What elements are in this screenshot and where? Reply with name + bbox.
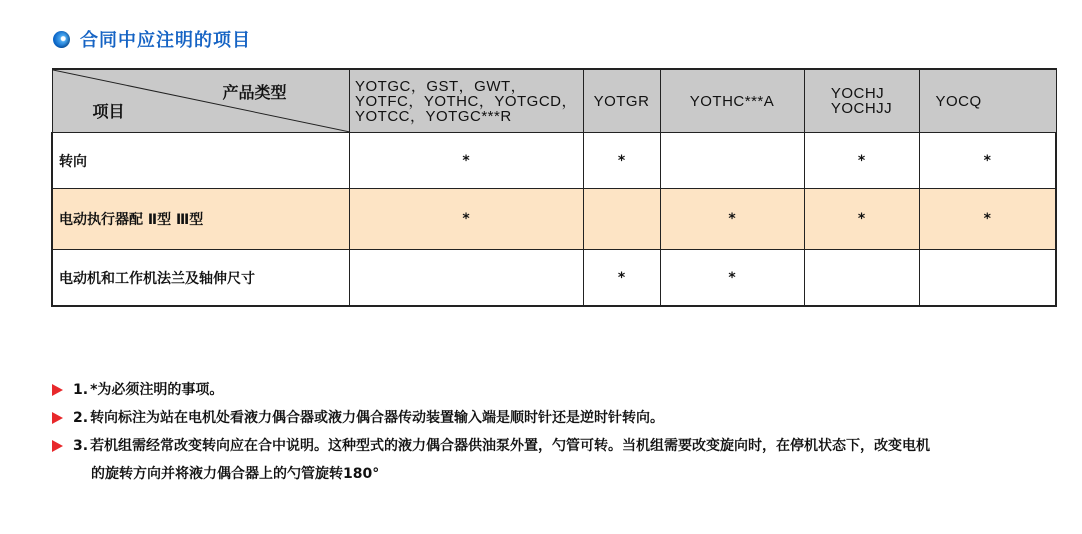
list-item: [51, 376, 1061, 404]
model-header-5: YOCQ: [919, 69, 1056, 133]
mark-cell: *: [660, 250, 804, 307]
model-header-4: [804, 69, 919, 133]
mark-cell: *: [349, 133, 583, 189]
section-title-text: 合同中应注明的项目: [80, 30, 251, 51]
mark-cell: *: [583, 133, 660, 189]
mark-cell: [660, 133, 804, 189]
bullet-circle-icon: [53, 31, 70, 48]
model-header-1: [349, 69, 583, 133]
red-arrow-icon: [52, 412, 63, 424]
model-header-2: YOTGR: [583, 69, 660, 133]
list-item: [51, 404, 1061, 432]
model-1-line-2: YOTFC，YOTHC，YOTGCD，: [355, 92, 577, 110]
header-product-type: 产品类型: [222, 83, 287, 102]
list-item: [51, 432, 1061, 488]
mark-cell: *: [919, 133, 1056, 189]
model-4-line-2: YOCHJJ: [830, 100, 893, 117]
mark-cell: *: [583, 250, 660, 307]
row-label: 转向: [52, 133, 349, 189]
table-row: [52, 189, 1056, 250]
mark-cell: *: [804, 189, 919, 250]
mark-cell: [919, 250, 1056, 307]
table-row: [52, 133, 1056, 189]
note-text-continued: 的旋转方向并将液力偶合器上的勺管旋转180°: [91, 466, 380, 482]
row-label: 电动执行器配 Ⅱ型 Ⅲ型: [52, 189, 349, 250]
header-diagonal-cell: [52, 69, 349, 133]
mark-cell: [583, 189, 660, 250]
header-item: 项目: [92, 102, 125, 121]
note-text: 转向标注为站在电机处看液力偶合器或液力偶合器传动装置输入端是顺时针还是逆时针转向。: [90, 410, 665, 426]
model-1-line-1: YOTGC，GST，GWT，: [355, 77, 527, 95]
row-label: 电动机和工作机法兰及轴伸尺寸: [52, 250, 349, 307]
mark-cell: *: [349, 189, 583, 250]
mark-cell: [804, 250, 919, 307]
model-4-line-1: YOCHJ: [830, 85, 885, 102]
mark-cell: [349, 250, 583, 307]
red-arrow-icon: [52, 440, 63, 452]
contract-items-table: [51, 68, 1057, 307]
model-1-line-3: YOTCC，YOTGC***R: [355, 107, 512, 125]
note-text: 若机组需经常改变转向应在合中说明。这种型式的液力偶合器供油泵外置，勺管可转。当机组需要改变旋向时，在停机状态下，改变电机: [90, 438, 931, 454]
table-header-row: [52, 69, 1056, 133]
model-header-3: YOTHC***A: [660, 69, 804, 133]
note-text: *为必须注明的事项。: [90, 382, 224, 398]
mark-cell: *: [804, 133, 919, 189]
red-arrow-icon: [52, 384, 63, 396]
mark-cell: *: [660, 189, 804, 250]
note-number: 1.: [73, 382, 89, 398]
note-number: 2.: [73, 410, 89, 426]
table-row: [52, 250, 1056, 307]
section-title: [53, 27, 251, 51]
mark-cell: *: [919, 189, 1056, 250]
notes-list: [51, 376, 1061, 488]
note-number: 3.: [73, 438, 89, 454]
